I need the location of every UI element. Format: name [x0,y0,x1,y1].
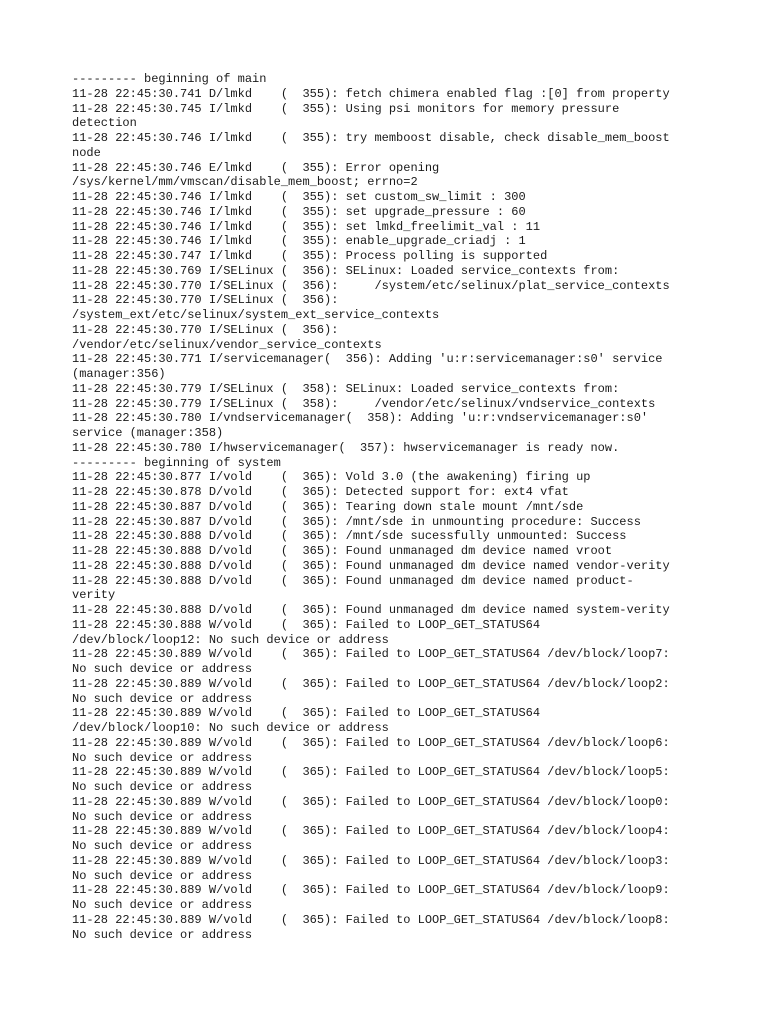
log-line: No such device or address [72,809,253,824]
log-line: No such device or address [72,927,253,942]
log-line: No such device or address [72,691,253,706]
log-line: 11-28 22:45:30.747 I/lmkd ( 355): Process polling is supported [72,249,548,263]
log-line: /dev/block/loop10: No such device or address [72,721,389,735]
log-line: 11-28 22:45:30.780 I/hwservicemanager( 357): hwservicemanager is ready now. [72,440,620,455]
log-line: 11-28 22:45:30.888 D/vold ( 365): Found unmanaged dm device named product- [72,573,634,588]
log-line: 11-28 22:45:30.887 D/vold ( 365): Tearing down stale mount /mnt/sde [72,499,584,514]
log-line: No such device or address [72,780,253,794]
log-line: 11-28 22:45:30.746 I/lmkd ( 355): set lmkd_freelimit_val : 11 [72,219,541,234]
log-line: 11-28 22:45:30.746 I/lmkd ( 355): try memboost disable, check disable_mem_boost [72,131,670,145]
log-line: /dev/block/loop12: No such device or address [72,632,389,647]
log-line: 11-28 22:45:30.770 I/SELinux ( 356): [72,322,339,337]
log-line: 11-28 22:45:30.889 W/vold ( 365): Failed to LOOP_GET_STATUS64 /dev/block/loop0: [72,794,670,809]
log-line: /vendor/etc/selinux/vendor_service_contexts [72,337,382,352]
log-line: 11-28 22:45:30.889 W/vold ( 365): Failed to LOOP_GET_STATUS64 [72,706,541,721]
log-line: 11-28 22:45:30.769 I/SELinux ( 356): SELinux: Loaded service_contexts from: [72,263,620,278]
log-line: verity [72,588,116,603]
log-line: service (manager:358) [72,426,224,440]
log-line: 11-28 22:45:30.889 W/vold ( 365): Failed to LOOP_GET_STATUS64 /dev/block/loop9: [72,883,670,898]
log-line: 11-28 22:45:30.770 I/SELinux ( 356): /system/etc/selinux/plat_service_contexts [72,278,670,293]
log-line: 11-28 22:45:30.888 D/vold ( 365): Found unmanaged dm device named vendor-verity [72,558,670,573]
log-line: 11-28 22:45:30.889 W/vold ( 365): Failed to LOOP_GET_STATUS64 /dev/block/loop5: [72,765,670,780]
log-line: 11-28 22:45:30.889 W/vold ( 365): Failed to LOOP_GET_STATUS64 /dev/block/loop4: [72,824,670,839]
log-document [72,72,712,942]
log-line: 11-28 22:45:30.745 I/lmkd ( 355): Using psi monitors for memory pressure [72,101,620,116]
log-line: 11-28 22:45:30.770 I/SELinux ( 356): [72,293,339,308]
log-line: 11-28 22:45:30.889 W/vold ( 365): Failed to LOOP_GET_STATUS64 /dev/block/loop6: [72,735,670,750]
log-line: 11-28 22:45:30.746 E/lmkd ( 355): Error opening [72,160,440,175]
log-line: 11-28 22:45:30.888 D/vold ( 365): Found unmanaged dm device named vroot [72,544,613,558]
log-line: No such device or address [72,868,253,883]
log-line: detection [72,116,137,131]
log-line: (manager:356) [72,367,166,381]
log-line: --------- beginning of main [72,72,267,86]
log-line: 11-28 22:45:30.889 W/vold ( 365): Failed to LOOP_GET_STATUS64 /dev/block/loop8: [72,912,670,927]
log-line: 11-28 22:45:30.888 D/vold ( 365): Found unmanaged dm device named system-verity [72,603,670,617]
log-line: No such device or address [72,898,253,912]
log-line: 11-28 22:45:30.779 I/SELinux ( 358): /vendor/etc/selinux/vndservice_contexts [72,396,656,411]
log-line: /system_ext/etc/selinux/system_ext_service_contexts [72,308,440,322]
log-line: node [72,145,101,160]
log-line: /sys/kernel/mm/vmscan/disable_mem_boost; errno=2 [72,175,418,190]
log-line: 11-28 22:45:30.741 D/lmkd ( 355): fetch chimera enabled flag :[0] from property [72,86,670,101]
log-line: 11-28 22:45:30.889 W/vold ( 365): Failed to LOOP_GET_STATUS64 /dev/block/loop7: [72,647,670,662]
log-line: 11-28 22:45:30.779 I/SELinux ( 358): SELinux: Loaded service_contexts from: [72,381,620,396]
log-line: No such device or address [72,662,253,676]
log-line: 11-28 22:45:30.889 W/vold ( 365): Failed to LOOP_GET_STATUS64 /dev/block/loop3: [72,853,670,868]
log-line: 11-28 22:45:30.888 W/vold ( 365): Failed to LOOP_GET_STATUS64 [72,617,541,632]
log-line: 11-28 22:45:30.888 D/vold ( 365): /mnt/sde sucessfully unmounted: Success [72,529,627,544]
log-line: 11-28 22:45:30.746 I/lmkd ( 355): set upgrade_pressure : 60 [72,204,526,219]
log-line: 11-28 22:45:30.878 D/vold ( 365): Detected support for: ext4 vfat [72,485,569,499]
log-line: 11-28 22:45:30.887 D/vold ( 365): /mnt/sde in unmounting procedure: Success [72,514,641,529]
log-line: 11-28 22:45:30.746 I/lmkd ( 355): set custom_sw_limit : 300 [72,190,526,204]
log-line: 11-28 22:45:30.780 I/vndservicemanager( 358): Adding 'u:r:vndservicemanager:s0' [72,411,649,426]
log-line: --------- beginning of system [72,455,281,470]
log-line: No such device or address [72,839,253,853]
log-line: 11-28 22:45:30.746 I/lmkd ( 355): enable_upgrade_criadj : 1 [72,234,526,249]
log-line: 11-28 22:45:30.889 W/vold ( 365): Failed to LOOP_GET_STATUS64 /dev/block/loop2: [72,676,670,691]
log-line: 11-28 22:45:30.877 I/vold ( 365): Vold 3.0 (the awakening) firing up [72,470,591,485]
log-line: No such device or address [72,750,253,765]
log-line: 11-28 22:45:30.771 I/servicemanager( 356): Adding 'u:r:servicemanager:s0' service [72,352,663,367]
